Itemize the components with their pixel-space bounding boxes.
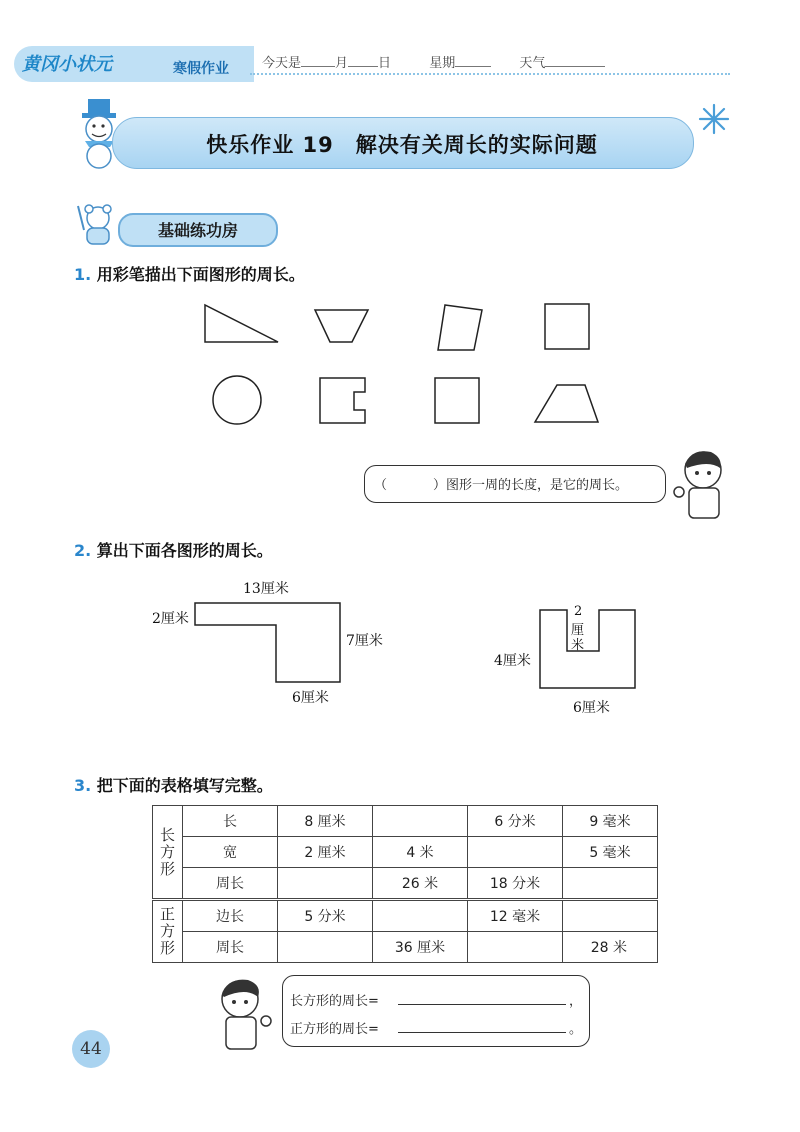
- day-blank[interactable]: [348, 54, 378, 67]
- quadrilateral-shape: [438, 305, 482, 350]
- rect-perimeter-end: ，: [569, 994, 583, 1009]
- table-cell: 8 厘米: [278, 806, 373, 837]
- fig2-left-label: 4厘米: [494, 653, 531, 669]
- table-cell: 2 厘米: [278, 837, 373, 868]
- q1-bubble-close: ）图形一周的长度，是它的周长。: [433, 478, 629, 493]
- table-cell: 9 毫米: [563, 806, 658, 837]
- date-prefix: 今天是: [262, 56, 302, 71]
- table-cell[interactable]: [278, 932, 373, 963]
- row-header: 边长: [183, 900, 278, 932]
- rect-perimeter-answer-line[interactable]: [398, 1004, 566, 1005]
- section-title: 基础练功房: [157, 221, 238, 240]
- table-row: [153, 806, 658, 837]
- fig2-notch-number: 2: [574, 604, 583, 619]
- q2-figure-1: [190, 595, 350, 690]
- question-2: [74, 538, 273, 561]
- table-cell: 18 分米: [468, 868, 563, 900]
- rect-group-label: 长 方 形: [153, 806, 183, 900]
- fig1-top-label: 13厘米: [243, 581, 289, 597]
- table-cell[interactable]: [468, 932, 563, 963]
- table-cell: 4 米: [373, 837, 468, 868]
- q1-number: 1.: [74, 265, 92, 284]
- snowflake-icon: [698, 103, 730, 135]
- q1-bubble-open: （: [374, 478, 388, 493]
- day-label: 日: [378, 56, 392, 71]
- fig2-notch-unit-1: 厘: [571, 623, 585, 638]
- table-cell: 6 分米: [468, 806, 563, 837]
- q1-bubble-text: [374, 474, 628, 493]
- weather-label: 天气: [519, 56, 546, 71]
- table-cell: 5 分米: [278, 900, 373, 932]
- fig2-bottom-label: 6厘米: [573, 700, 610, 716]
- q3-number: 3.: [74, 776, 92, 795]
- date-line: [262, 52, 605, 71]
- square-group-label: 正 方 形: [153, 900, 183, 963]
- fig2-notch-unit-2: 米: [571, 638, 585, 653]
- page-number: 44: [72, 1030, 110, 1068]
- table-cell: 5 毫米: [563, 837, 658, 868]
- rect-perimeter-label: 长方形的周长=: [290, 994, 379, 1009]
- bear-icon: [72, 200, 120, 248]
- header-divider: [250, 73, 730, 75]
- table-row: [153, 868, 658, 900]
- brand-subtitle: 寒假作业: [173, 61, 229, 77]
- q2-text: 算出下面各图形的周长。: [96, 541, 273, 560]
- circle-shape: [213, 376, 261, 424]
- q1-shapes: [190, 290, 620, 440]
- q3-table: [152, 805, 658, 963]
- square-perimeter-answer-line[interactable]: [398, 1032, 566, 1033]
- boy-avatar-1: [665, 446, 735, 526]
- square-perimeter-end: 。: [569, 1022, 583, 1037]
- triangle-shape: [205, 305, 278, 342]
- fig1-bottom-label: 6厘米: [292, 690, 329, 706]
- trapezoid-shape: [535, 385, 598, 422]
- weather-blank[interactable]: [545, 54, 605, 67]
- q1-text: 用彩笔描出下面图形的周长。: [96, 265, 305, 284]
- q2-figure-2: [535, 605, 645, 695]
- table-cell: 12 毫米: [468, 900, 563, 932]
- month-label: 月: [335, 56, 349, 71]
- notched-square-shape: [320, 378, 365, 423]
- table-cell[interactable]: [278, 868, 373, 900]
- table-cell: 26 米: [373, 868, 468, 900]
- square-shape: [545, 304, 589, 349]
- table-cell: 36 厘米: [373, 932, 468, 963]
- fig1-right-label: 7厘米: [346, 633, 383, 649]
- weekday-blank[interactable]: [455, 54, 491, 67]
- table-cell[interactable]: [563, 868, 658, 900]
- weekday-label: 星期: [429, 56, 456, 71]
- table-row: [153, 900, 658, 932]
- table-cell[interactable]: [373, 806, 468, 837]
- fig1-left-label: 2厘米: [152, 611, 189, 627]
- question-1: [74, 262, 305, 285]
- small-square-shape: [435, 378, 479, 423]
- row-header: 周长: [183, 932, 278, 963]
- month-blank[interactable]: [301, 54, 335, 67]
- table-cell[interactable]: [563, 900, 658, 932]
- brand-logo: 黄冈小状元: [22, 54, 112, 75]
- page-title: 快乐作业 19 解决有关周长的实际问题: [206, 133, 598, 157]
- table-cell: 28 米: [563, 932, 658, 963]
- q3-text: 把下面的表格填写完整。: [96, 776, 273, 795]
- table-row: [153, 837, 658, 868]
- row-header: 周长: [183, 868, 278, 900]
- table-row: [153, 932, 658, 963]
- table-cell[interactable]: [468, 837, 563, 868]
- square-perimeter-label: 正方形的周长=: [290, 1022, 379, 1037]
- boy-avatar-2: [212, 975, 282, 1057]
- row-header: 长: [183, 806, 278, 837]
- question-3: [74, 773, 273, 796]
- table-cell[interactable]: [373, 900, 468, 932]
- row-header: 宽: [183, 837, 278, 868]
- parallelogram-shape: [315, 310, 368, 342]
- q2-number: 2.: [74, 541, 92, 560]
